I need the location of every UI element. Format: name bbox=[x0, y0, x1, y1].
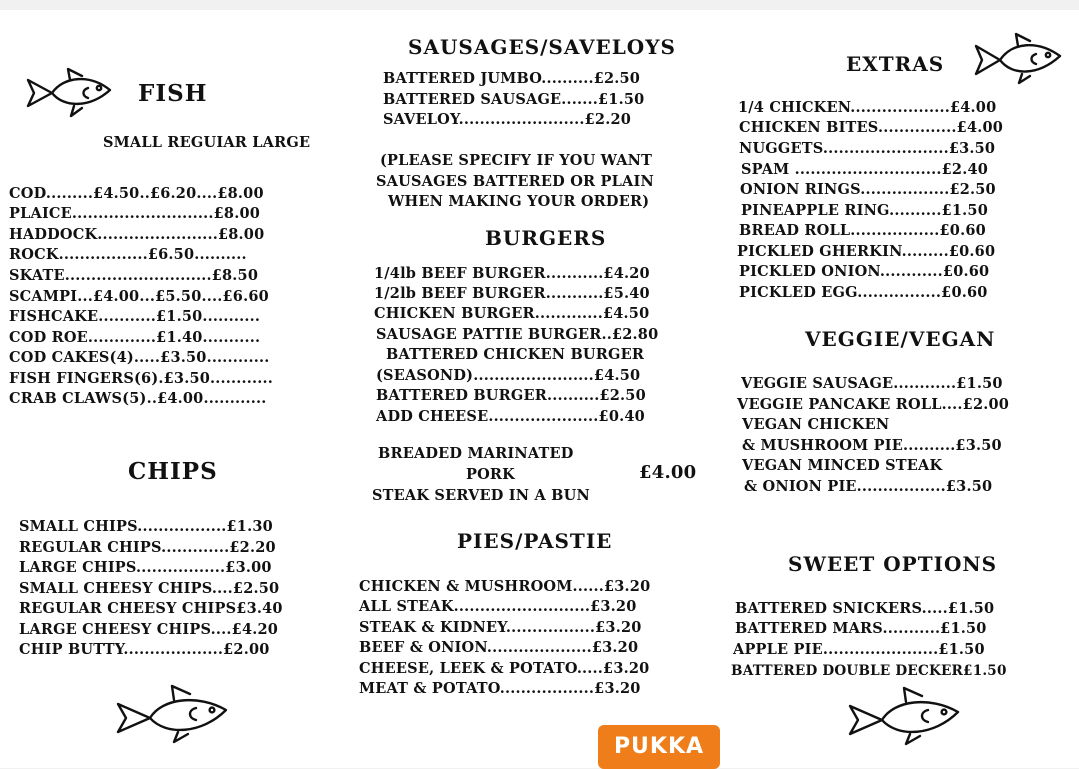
burgers-item: 1/2lb BEEF BURGER...........£5.40 bbox=[374, 285, 650, 302]
pukka-logo: PUKKA bbox=[598, 725, 720, 769]
chips-item: LARGE CHEESY CHIPS....£4.20 bbox=[19, 621, 279, 638]
burgers-heading: BURGERS bbox=[485, 226, 607, 250]
fish-item-cod-cakes: COD CAKES(4).....£3.50............ bbox=[9, 349, 270, 366]
fish-sizes-header: SMALL REGUIAR LARGE bbox=[103, 134, 311, 151]
pies-item: CHEESE, LEEK & POTATO.....£3.20 bbox=[359, 660, 650, 677]
veggie-item: VEGAN CHICKEN bbox=[742, 416, 890, 433]
burgers-item: ADD CHEESE.....................£0.40 bbox=[376, 408, 645, 425]
chips-heading: CHIPS bbox=[128, 458, 218, 485]
sausages-note: WHEN MAKING YOUR ORDER) bbox=[388, 193, 650, 210]
fish-icon bbox=[846, 682, 964, 748]
pork-line: BREADED MARINATED bbox=[378, 445, 574, 462]
fish-item-fish-fingers: FISH FINGERS(6).£3.50............ bbox=[9, 370, 274, 387]
chips-item: SMALL CHIPS.................£1.30 bbox=[19, 518, 273, 535]
fish-item-crab-claws: CRAB CLAWS(5)..£4.00............ bbox=[9, 390, 267, 407]
fish-icon bbox=[114, 680, 232, 746]
burgers-item: BATTERED CHICKEN BURGER bbox=[386, 346, 645, 363]
pork-price: £4.00 bbox=[639, 462, 697, 483]
veggie-item: & MUSHROOM PIE..........£3.50 bbox=[742, 437, 1002, 454]
pies-heading: PIES/PASTIE bbox=[457, 529, 613, 553]
burgers-item: (SEASOND).......................£4.50 bbox=[376, 367, 641, 384]
burgers-item: CHICKEN BURGER.............£4.50 bbox=[374, 305, 650, 322]
fish-item-cod-roe: COD ROE.............£1.40........... bbox=[9, 329, 261, 346]
chips-item: REGULAR CHIPS.............£2.20 bbox=[19, 539, 276, 556]
pork-line: PORK bbox=[466, 466, 515, 483]
extras-item: SPAM ............................£2.40 bbox=[741, 161, 989, 178]
burgers-item: BATTERED BURGER..........£2.50 bbox=[376, 387, 646, 404]
extras-item: NUGGETS........................£3.50 bbox=[739, 140, 996, 157]
sausages-item: BATTERED SAUSAGE.......£1.50 bbox=[383, 91, 645, 108]
sweet-item: BATTERED DOUBLE DECKER£1.50 bbox=[731, 663, 1007, 679]
chips-item: CHIP BUTTY...................£2.00 bbox=[19, 641, 270, 658]
pies-item: STEAK & KIDNEY.................£3.20 bbox=[359, 619, 642, 636]
sausages-item: SAVELOY........................£2.20 bbox=[383, 111, 632, 128]
extras-item: ONION RINGS.................£2.50 bbox=[740, 181, 996, 198]
fish-icon bbox=[24, 66, 116, 120]
menu-board bbox=[0, 10, 1079, 768]
chips-item: REGULAR CHEESY CHIPS£3.40 bbox=[19, 600, 283, 617]
pork-line: STEAK SERVED IN A BUN bbox=[372, 487, 590, 504]
veggie-item: & ONION PIE.................£3.50 bbox=[744, 478, 993, 495]
extras-item: CHICKEN BITES...............£4.00 bbox=[739, 119, 1004, 136]
extras-item: BREAD ROLL.................£0.60 bbox=[739, 222, 986, 239]
sweet-heading: SWEET OPTIONS bbox=[788, 552, 998, 576]
pies-item: ALL STEAK..........................£3.20 bbox=[359, 598, 637, 615]
sausages-note: SAUSAGES BATTERED OR PLAIN bbox=[376, 173, 654, 190]
burgers-item: SAUSAGE PATTIE BURGER..£2.80 bbox=[376, 326, 659, 343]
pies-item: CHICKEN & MUSHROOM......£3.20 bbox=[359, 578, 651, 595]
sweet-item: APPLE PIE......................£1.50 bbox=[733, 641, 985, 658]
fish-item-haddock: HADDOCK.......................£8.00 bbox=[9, 226, 265, 243]
fish-item-plaice: PLAICE...........................£8.00 bbox=[9, 205, 261, 222]
burgers-item: 1/4lb BEEF BURGER...........£4.20 bbox=[374, 265, 650, 282]
fish-item-rock: ROCK.................£6.50.......... bbox=[9, 246, 247, 263]
sweet-item: BATTERED MARS...........£1.50 bbox=[735, 620, 987, 637]
fish-icon bbox=[972, 30, 1064, 86]
veggie-item: VEGGIE SAUSAGE............£1.50 bbox=[741, 375, 1003, 392]
extras-item: PICKLED EGG................£0.60 bbox=[739, 284, 988, 301]
fish-item-skate: SKATE............................£8.50 bbox=[9, 267, 259, 284]
fish-item-cod: COD.........£4.50..£6.20....£8.00 bbox=[9, 185, 264, 202]
extras-item: PINEAPPLE RING..........£1.50 bbox=[741, 202, 988, 219]
extras-item: 1/4 CHICKEN...................£4.00 bbox=[738, 99, 997, 116]
chips-item: SMALL CHEESY CHIPS....£2.50 bbox=[19, 580, 280, 597]
sausages-item: BATTERED JUMBO..........£2.50 bbox=[383, 70, 641, 87]
sausages-heading: SAUSAGES/SAVELOYS bbox=[408, 35, 676, 59]
veggie-heading: VEGGIE/VEGAN bbox=[805, 327, 996, 351]
extras-item: PICKLED GHERKIN.........£0.60 bbox=[737, 243, 996, 260]
extras-heading: EXTRAS bbox=[846, 52, 945, 76]
pies-item: BEEF & ONION....................£3.20 bbox=[359, 639, 639, 656]
pies-item: MEAT & POTATO..................£3.20 bbox=[359, 680, 641, 697]
veggie-item: VEGGIE PANCAKE ROLL....£2.00 bbox=[737, 396, 1010, 413]
fish-item-scampi: SCAMPI...£4.00...£5.50....£6.60 bbox=[9, 288, 269, 305]
fish-item-fishcake: FISHCAKE...........£1.50........... bbox=[9, 308, 261, 325]
chips-item: LARGE CHIPS.................£3.00 bbox=[19, 559, 272, 576]
veggie-item: VEGAN MINCED STEAK bbox=[742, 457, 943, 474]
fish-heading: FISH bbox=[138, 80, 208, 107]
sausages-note: (PLEASE SPECIFY IF YOU WANT bbox=[380, 152, 653, 169]
extras-item: PICKLED ONION............£0.60 bbox=[739, 263, 990, 280]
sweet-item: BATTERED SNICKERS.....£1.50 bbox=[735, 600, 995, 617]
